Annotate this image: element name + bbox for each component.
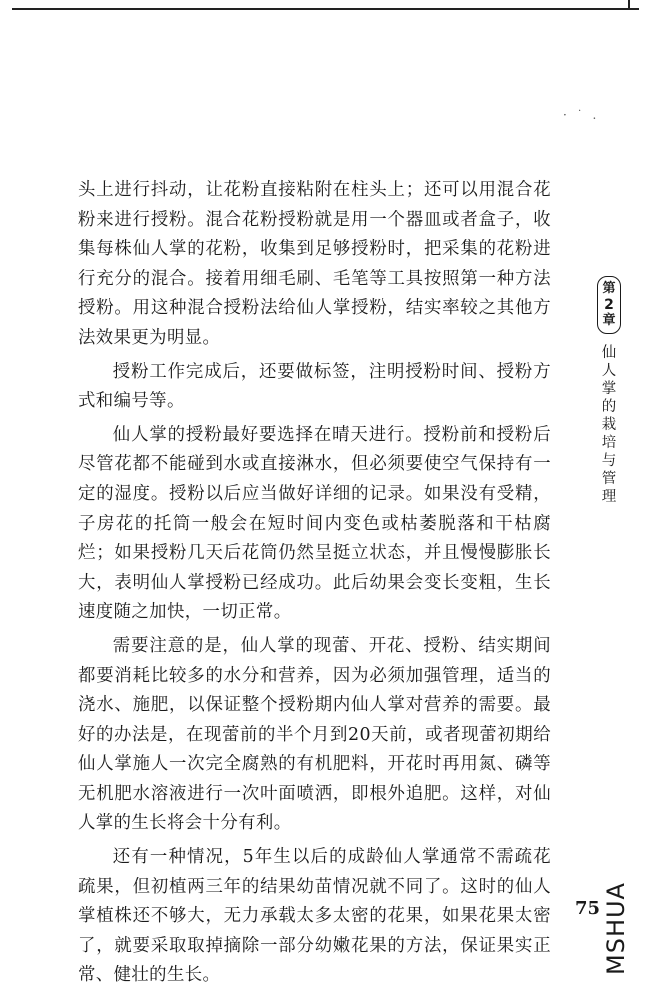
watermark: MSHUA: [602, 882, 630, 975]
page-number: 75: [575, 898, 601, 919]
chapter-suffix: 章: [602, 313, 616, 328]
chapter-prefix: 第: [602, 281, 616, 296]
paragraph-4: 需要注意的是，仙人掌的现蕾、开花、授粉、结实期间都要消耗比较多的水分和营养，因为必须加强管理，适当的浇水、施肥，以保证整个授粉期内仙人掌对营养的需要。最好的办法是，在现蕾前的半个月到20天前，或者现蕾初期给仙人掌施人一次完全腐熟的有机肥料，开花时再用氮、磷等无机肥水溶液进行一次叶面喷洒，即根外追肥。这样，对仙人掌的生长将会十分有利。: [78, 635, 551, 834]
corner-marks: · ˙ .: [563, 108, 600, 122]
chapter-number: 2: [604, 297, 614, 313]
top-rule-corner: [628, 0, 630, 10]
body-text: [78, 176, 551, 995]
paragraph-1: 头上进行抖动，让花粉直接粘附在柱头上；还可以用混合花粉来进行授粉。混合花粉授粉就是用一个器皿或者盒子，收集每株仙人掌的花粉，收集到足够授粉时，把采集的花粉进行充分的混合。接着用细毛刷、毛笔等工具按照第一种方法授粉。用这种混合授粉法给仙人掌授粉，结实率较之其他方法效果更为明显。: [78, 180, 551, 348]
top-rule: [12, 8, 639, 10]
paragraph-5: 还有一种情况，5年生以后的成龄仙人掌通常不需疏花疏果，但初植两三年的结果幼苗情况就不同了。这时的仙人掌植株还不够大，无力承载太多太密的花果，如果花果太密了，就要采取取掉摘除一部分幼嫩花果的方法，保证果实正常、健壮的生长。: [78, 847, 551, 986]
chapter-title: 仙人掌的栽培与管理: [601, 345, 617, 505]
chapter-tab: [594, 276, 624, 506]
chapter-badge: [597, 276, 621, 334]
paragraph-3: 仙人掌的授粉最好要选择在晴天进行。授粉前和授粉后尽管花都不能碰到水或直接淋水，但必须要使空气保持有一定的湿度。授粉以后应当做好详细的记录。如果没有受精，子房花的托筒一般会在短时间内变色或枯萎脱落和干枯腐烂；如果授粉几天后花筒仍然呈挺立状态，并且慢慢膨胀长大，表明仙人掌授粉已经成功。此后幼果会变长变粗，生长速度随之加快，一切正常。: [78, 424, 551, 623]
paragraph-2: 授粉工作完成后，还要做标签，注明授粉时间、授粉方式和编号等。: [78, 361, 551, 412]
